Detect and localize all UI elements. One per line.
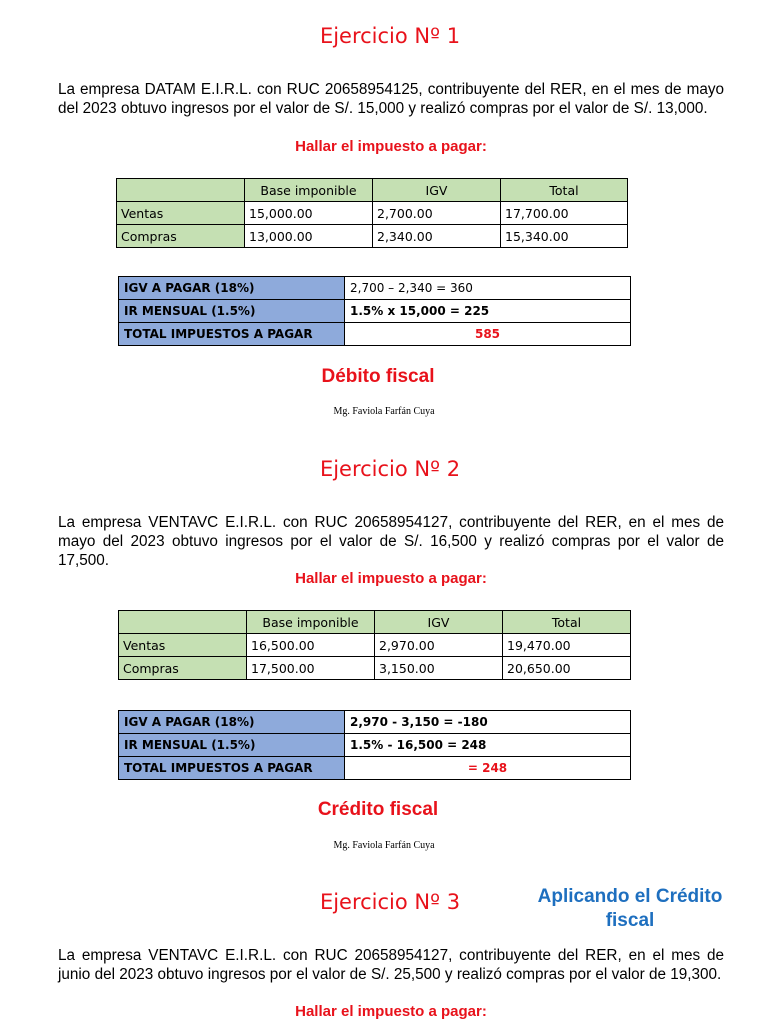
table-cell: 13,000.00 <box>245 225 373 248</box>
table-cell: 16,500.00 <box>247 634 375 657</box>
exercise-1-paragraph: La empresa DATAM E.I.R.L. con RUC 20658954125, contribuyente del RER, en el mes de mayo del 2023 obtuvo ingresos por el valor de S/. 15,000 y realizó compras por el valor de S/. 13,000. <box>58 81 724 117</box>
summary-label: IGV A PAGAR (18%) <box>119 711 345 734</box>
exercise-2-task: Hallar el impuesto a pagar: <box>295 570 487 587</box>
summary-total-value: 585 <box>345 323 631 346</box>
table-cell: 19,470.00 <box>503 634 631 657</box>
table-header: Total <box>503 611 631 634</box>
table-header: IGV <box>373 179 501 202</box>
summary-value: 2,700 – 2,340 = 360 <box>345 277 631 300</box>
table-cell: 15,340.00 <box>501 225 628 248</box>
table-cell: Ventas <box>117 202 245 225</box>
table-row <box>117 202 628 225</box>
exercise-1-tax-table <box>116 178 628 248</box>
exercise-2-paragraph: La empresa VENTAVC E.I.R.L. con RUC 20658954127, contribuyente del RER, en el mes de mayo del 2023 obtuvo ingresos por el valor de S/. 16,500 y realizó compras por el valor de 17,500. <box>58 514 724 569</box>
exercise-2-tax-table <box>118 610 631 680</box>
exercise-1-summary-table <box>118 276 631 346</box>
table-header: Base imponible <box>247 611 375 634</box>
table-row <box>119 634 631 657</box>
table-cell: 2,340.00 <box>373 225 501 248</box>
table-cell: 3,150.00 <box>375 657 503 680</box>
summary-value: 2,970 - 3,150 = -180 <box>345 711 631 734</box>
table-cell: 20,650.00 <box>503 657 631 680</box>
table-row <box>119 711 631 734</box>
summary-label: IGV A PAGAR (18%) <box>119 277 345 300</box>
exercise-1-task: Hallar el impuesto a pagar: <box>295 138 487 155</box>
table-row <box>119 757 631 780</box>
exercise-3-aside-note: Aplicando el Crédito fiscal <box>537 886 723 931</box>
table-header: Total <box>501 179 628 202</box>
table-header: IGV <box>375 611 503 634</box>
author-credit: Mg. Faviola Farfán Cuya <box>333 406 435 417</box>
summary-value: 1.5% x 15,000 = 225 <box>345 300 631 323</box>
summary-label: TOTAL IMPUESTOS A PAGAR <box>119 323 345 346</box>
table-row <box>119 657 631 680</box>
exercise-3-task: Hallar el impuesto a pagar: <box>295 1003 487 1020</box>
table-row <box>119 323 631 346</box>
exercise-1-subtitle: Débito fiscal <box>321 366 435 387</box>
exercise-2-summary-table <box>118 710 631 780</box>
table-cell: 15,000.00 <box>245 202 373 225</box>
table-row <box>119 300 631 323</box>
table-cell: Ventas <box>119 634 247 657</box>
table-row <box>119 277 631 300</box>
author-credit: Mg. Faviola Farfán Cuya <box>333 840 435 851</box>
summary-label: IR MENSUAL (1.5%) <box>119 300 345 323</box>
table-row <box>117 225 628 248</box>
exercise-2-subtitle: Crédito fiscal <box>317 799 439 820</box>
table-row <box>119 734 631 757</box>
table-cell: 2,700.00 <box>373 202 501 225</box>
summary-label: TOTAL IMPUESTOS A PAGAR <box>119 757 345 780</box>
summary-value: 1.5% - 16,500 = 248 <box>345 734 631 757</box>
table-header <box>119 611 247 634</box>
exercise-3-paragraph: La empresa VENTAVC E.I.R.L. con RUC 20658954127, contribuyente del RER, en el mes de junio del 2023 obtuvo ingresos por el valor de S/. 25,500 y realizó compras por el valor de 19,300. <box>58 947 724 983</box>
summary-label: IR MENSUAL (1.5%) <box>119 734 345 757</box>
exercise-1-title: Ejercicio Nº 1 <box>319 24 461 48</box>
table-cell: 17,700.00 <box>501 202 628 225</box>
summary-total-value: = 248 <box>345 757 631 780</box>
table-cell: Compras <box>119 657 247 680</box>
table-cell: Compras <box>117 225 245 248</box>
table-cell: 2,970.00 <box>375 634 503 657</box>
table-header: Base imponible <box>245 179 373 202</box>
table-header <box>117 179 245 202</box>
exercise-2-title: Ejercicio Nº 2 <box>319 457 461 481</box>
exercise-3-title: Ejercicio Nº 3 <box>319 890 461 914</box>
table-cell: 17,500.00 <box>247 657 375 680</box>
